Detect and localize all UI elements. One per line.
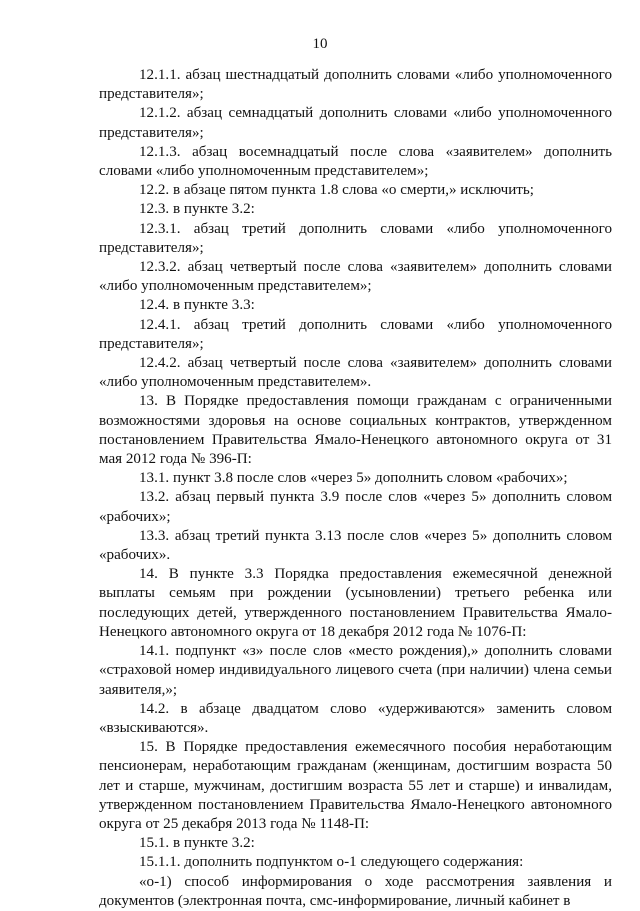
paragraph-13-2: 13.2. абзац первый пункта 3.9 после слов «через 5» дополнить словом «рабочих»; [99,489,612,525]
paragraph-14: 14. В пункте 3.3 Порядка предоставления ежемесячной денежной выплаты семьям при рождении (усыновлении) третьего ребенка или последующих детей, утвержденного постановлением Правительства Ямало-Ненецкого автономного округа от 18 декабря 2012 года № 1076-П: [99,566,612,640]
paragraph-15: 15. В Порядке предоставления ежемесячного пособия неработающим пенсионерам, неработающим гражданам (женщинам, достигшим возраста 50 лет и старше, мужчинам, достигшим возраста 55 лет и старше) и инвалидам, утвержденном постановлением Правительства Ямало-Ненецкого автономного округа от 25 декабря 2013 года № 1148-П: [99,739,612,832]
paragraph-12-1-3: 12.1.3. абзац восемнадцатый после слова «заявителем» дополнить словами «либо уполномоченным представителем»; [99,143,612,180]
paragraph-14-1: 14.1. подпункт «з» после слов «место рождения),» дополнить словами «страховой номер индивидуального лицевого счета (при наличии) члена семьи заявителя,»; [99,643,612,698]
document-body [99,66,612,911]
paragraph-12-2: 12.2. в абзаце пятом пункта 1.8 слова «о смерти,» исключить; [139,182,534,199]
paragraph-12-3-1: 12.3.1. абзац третий дополнить словами «либо уполномоченного представителя»; [99,220,612,256]
paragraph-15-1-1: 15.1.1. дополнить подпунктом о-1 следующего содержания: [139,854,524,871]
paragraph-12-3: 12.3. в пункте 3.2: [139,201,255,218]
paragraph-14-2: 14.2. в абзаце двадцатом слово «удерживаются» заменить словом «взыскиваются». [99,700,612,736]
paragraph-15-1: 15.1. в пункте 3.2: [139,835,255,852]
paragraph-12-4-1: 12.4.1. абзац третий дополнить словами «либо уполномоченного представителя»; [99,316,612,352]
paragraph-12-3-2: 12.3.2. абзац четвертый после слова «заявителем» дополнить словами «либо уполномоченным представителем»; [99,259,612,295]
paragraph-13-1: 13.1. пункт 3.8 после слов «через 5» дополнить словом «рабочих»; [139,470,568,487]
paragraph-12-1-1: 12.1.1. абзац шестнадцатый дополнить словами «либо уполномоченного представителя»; [99,67,612,103]
paragraph-13-3: 13.3. абзац третий пункта 3.13 после слов «через 5» дополнить словом «рабочих». [99,527,612,564]
paragraph-13: 13. В Порядке предоставления помощи гражданам с ограниченными возможностями здоровья на основе социальных контрактов, утвержденном постановлением Правительства Ямало-Ненецкого автономного округа от 31 мая 2012 года № 396-П: [99,393,612,468]
paragraph-12-4: 12.4. в пункте 3.3: [139,297,255,314]
paragraph-12-4-2: 12.4.2. абзац четвертый после слова «заявителем» дополнить словами «либо уполномоченным представителем». [99,355,612,391]
page-number: 10 [312,36,328,52]
paragraph-o-1: «о-1) способ информирования о ходе рассмотрения заявления и документов (электронная почта, смс-информирование, личный кабинет в [99,873,612,909]
paragraph-12-1-2: 12.1.2. абзац семнадцатый дополнить словами «либо уполномоченного представителя»; [99,105,612,141]
